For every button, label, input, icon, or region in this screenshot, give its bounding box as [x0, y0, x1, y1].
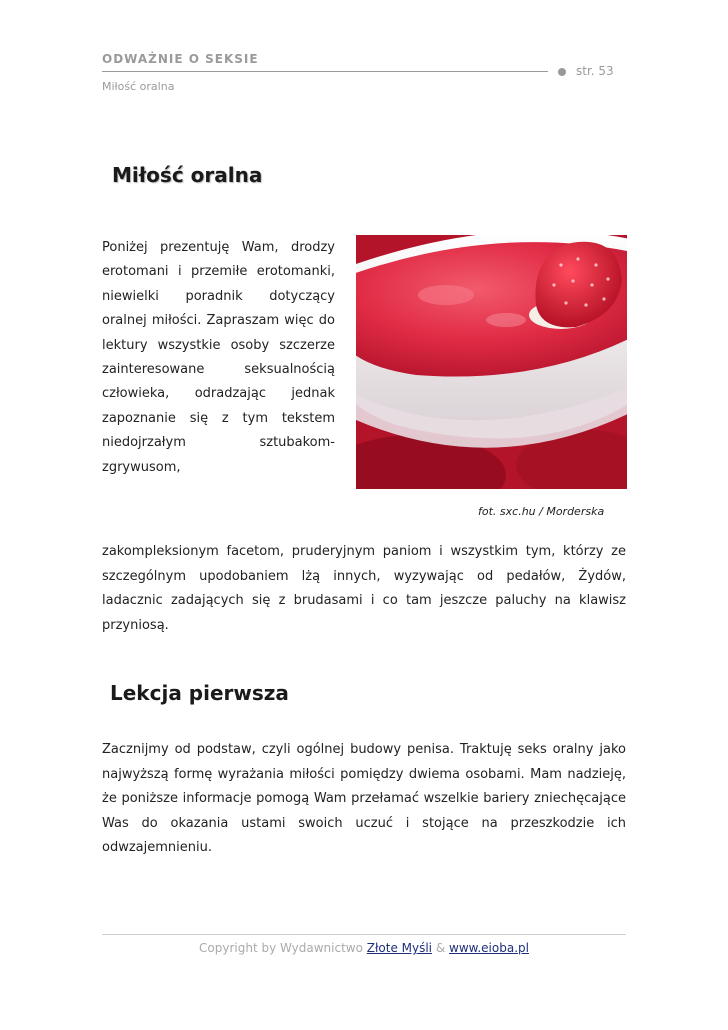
footer — [0, 941, 728, 955]
ampersand: & — [432, 941, 450, 955]
website-link[interactable]: www.eioba.pl — [449, 941, 529, 955]
intro-paragraph: Poniżej prezentuję Wam, drodzy erotomani i przemiłe erotomanki, niewielki poradnik dotyczący oralnej miłości. Zapraszam więc do lektury wszystkie osoby szczerze zainteresowane seksualnością człowieka, odradzając jednak zapoznanie się z tym tekstem niedojrzałym sztubakom-zgrywusom, — [102, 240, 335, 475]
photo-illustration — [356, 235, 627, 489]
running-header-title: ODWAŻNIE O SEKSIE — [102, 52, 259, 66]
page-number: str. 53 — [576, 64, 614, 78]
section-heading: Lekcja pierwsza — [110, 681, 289, 705]
copyright-text: Copyright by Wydawnictwo — [199, 941, 367, 955]
lesson-paragraph: Zacznijmy od podstaw, czyli ogólnej budowy penisa. Traktuję seks oralny jako najwyższą formę wyrażania miłości pomiędzy dwiema osobami. Mam nadzieję, że poniższe informacje pomogą Wam przełamać wszelkie bariery zniechęcające Was do okazania ustami swoich uczuć i stojące na przeszkodzie ich odwzajemnieniu. — [102, 742, 626, 856]
bullet-icon — [558, 68, 566, 76]
continuation-paragraph: zakompleksionym facetom, pruderyjnym paniom i wszystkim tym, którzy ze szczególnym upodobaniem lżą innych, wyzywając od pedałów, Żydów, ladacznic zadających się z brudasami i co tam jeszcze paluchy na klawisz przyniosą. — [102, 544, 626, 633]
footer-rule — [102, 934, 626, 935]
running-header-subtitle: Miłość oralna — [102, 80, 175, 93]
header-rule — [102, 71, 548, 72]
publisher-link[interactable]: Złote Myśli — [366, 941, 433, 955]
strawberry-dessert-photo — [356, 235, 627, 489]
photo-caption: fot. sxc.hu / Morderska — [478, 505, 605, 518]
chapter-heading: Miłość oralna — [112, 163, 263, 187]
